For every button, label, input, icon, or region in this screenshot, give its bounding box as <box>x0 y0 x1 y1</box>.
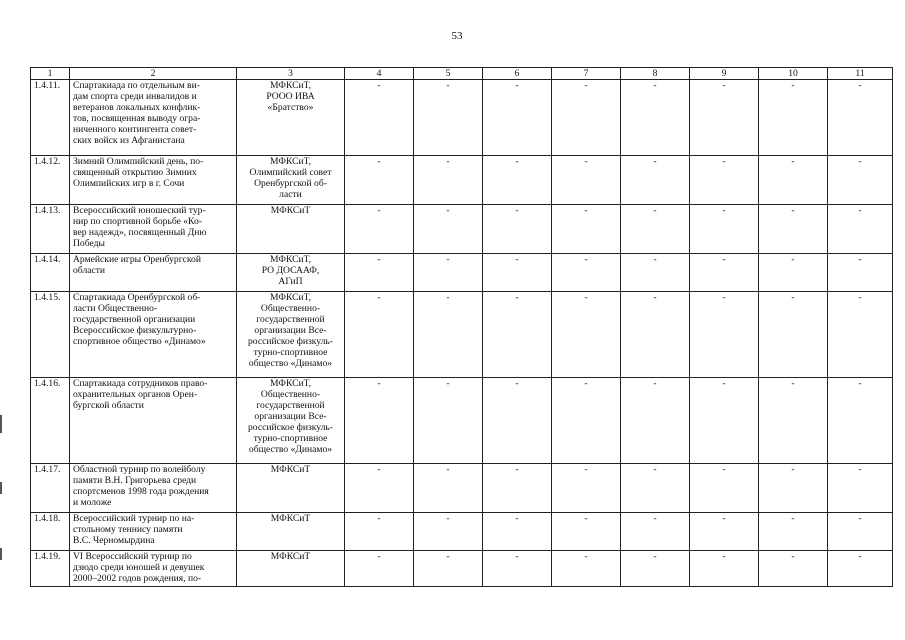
row-number-cell: 1.4.16. <box>31 378 70 464</box>
value-cell: - <box>621 378 690 464</box>
value-cell: - <box>621 205 690 254</box>
row-number-cell: 1.4.13. <box>31 205 70 254</box>
event-name-cell: Всероссийский юношеский тур- нир по спортивной борьбе «Ко- вер надежд», посвященный Дню Победы <box>70 205 237 254</box>
organizer-cell: МФКСиТ <box>237 205 345 254</box>
value-cell: - <box>828 464 893 513</box>
row-number-cell: 1.4.12. <box>31 156 70 205</box>
value-cell: - <box>483 205 552 254</box>
value-cell: - <box>483 551 552 587</box>
value-cell: - <box>414 254 483 292</box>
value-cell: - <box>759 464 828 513</box>
value-cell: - <box>552 551 621 587</box>
value-cell: - <box>552 205 621 254</box>
value-cell: - <box>828 513 893 551</box>
value-cell: - <box>414 205 483 254</box>
column-header: 3 <box>237 68 345 80</box>
table-row <box>31 156 893 205</box>
value-cell: - <box>690 254 759 292</box>
column-header: 2 <box>70 68 237 80</box>
table-row <box>31 254 893 292</box>
scan-margin-mark <box>0 482 2 494</box>
event-name-cell: Зимний Олимпийский день, по- священный открытию Зимних Олимпийских игр в г. Сочи <box>70 156 237 205</box>
column-header: 10 <box>759 68 828 80</box>
value-cell: - <box>621 292 690 378</box>
value-cell: - <box>828 156 893 205</box>
value-cell: - <box>759 205 828 254</box>
table-row <box>31 551 893 587</box>
column-number-row <box>31 68 893 80</box>
column-header: 7 <box>552 68 621 80</box>
value-cell: - <box>759 254 828 292</box>
value-cell: - <box>414 464 483 513</box>
event-name-cell: Спартакиада сотрудников право- охранительных органов Орен- бургской области <box>70 378 237 464</box>
value-cell: - <box>621 254 690 292</box>
value-cell: - <box>414 513 483 551</box>
value-cell: - <box>483 464 552 513</box>
value-cell: - <box>690 464 759 513</box>
value-cell: - <box>552 80 621 156</box>
events-table <box>30 67 893 587</box>
value-cell: - <box>759 378 828 464</box>
organizer-cell: МФКСиТ <box>237 551 345 587</box>
value-cell: - <box>414 378 483 464</box>
value-cell: - <box>345 205 414 254</box>
value-cell: - <box>690 513 759 551</box>
organizer-cell: МФКСиТ, Общественно- государственной организации Все- российское физкуль- турно-спортивное общество «Динамо» <box>237 378 345 464</box>
value-cell: - <box>345 80 414 156</box>
event-name-cell: Армейские игры Оренбургской области <box>70 254 237 292</box>
table-row <box>31 292 893 378</box>
organizer-cell: МФКСиТ <box>237 513 345 551</box>
column-header: 11 <box>828 68 893 80</box>
table-row <box>31 513 893 551</box>
value-cell: - <box>621 156 690 205</box>
value-cell: - <box>345 551 414 587</box>
value-cell: - <box>690 551 759 587</box>
value-cell: - <box>690 378 759 464</box>
value-cell: - <box>345 378 414 464</box>
value-cell: - <box>345 513 414 551</box>
column-header: 8 <box>621 68 690 80</box>
event-name-cell: Всероссийский турнир по на- стольному теннису памяти В.С. Черномырдина <box>70 513 237 551</box>
value-cell: - <box>690 292 759 378</box>
value-cell: - <box>483 292 552 378</box>
column-header: 9 <box>690 68 759 80</box>
column-header: 6 <box>483 68 552 80</box>
row-number-cell: 1.4.14. <box>31 254 70 292</box>
value-cell: - <box>828 205 893 254</box>
value-cell: - <box>483 513 552 551</box>
event-name-cell: Спартакиада Оренбургской об- ласти Общественно- государственной организации Всероссийское физкультурно- спортивное общество «Динамо» <box>70 292 237 378</box>
value-cell: - <box>345 464 414 513</box>
value-cell: - <box>345 156 414 205</box>
value-cell: - <box>759 156 828 205</box>
row-number-cell: 1.4.17. <box>31 464 70 513</box>
value-cell: - <box>483 378 552 464</box>
value-cell: - <box>552 254 621 292</box>
value-cell: - <box>621 551 690 587</box>
value-cell: - <box>828 551 893 587</box>
organizer-cell: МФКСиТ, Олимпийский совет Оренбургской об- ласти <box>237 156 345 205</box>
value-cell: - <box>552 464 621 513</box>
value-cell: - <box>690 80 759 156</box>
row-number-cell: 1.4.19. <box>31 551 70 587</box>
value-cell: - <box>828 378 893 464</box>
value-cell: - <box>414 292 483 378</box>
organizer-cell: МФКСиТ, РО ДОСААФ, АГиП <box>237 254 345 292</box>
table-row <box>31 378 893 464</box>
table-body <box>31 80 893 587</box>
value-cell: - <box>621 464 690 513</box>
row-number-cell: 1.4.15. <box>31 292 70 378</box>
value-cell: - <box>621 80 690 156</box>
page-number: 53 <box>451 30 463 42</box>
value-cell: - <box>483 80 552 156</box>
value-cell: - <box>483 254 552 292</box>
value-cell: - <box>345 254 414 292</box>
value-cell: - <box>759 292 828 378</box>
table-row <box>31 464 893 513</box>
organizer-cell: МФКСиТ, РООО ИВА «Братство» <box>237 80 345 156</box>
table-row <box>31 80 893 156</box>
column-header: 1 <box>31 68 70 80</box>
value-cell: - <box>552 292 621 378</box>
value-cell: - <box>828 292 893 378</box>
event-name-cell: Спартакиада по отдельным ви- дам спорта среди инвалидов и ветеранов локальных конфлик- тов, посвященная выводу огра- ниченного контингента совет- ских войск из Афганистана <box>70 80 237 156</box>
value-cell: - <box>483 156 552 205</box>
value-cell: - <box>690 205 759 254</box>
row-number-cell: 1.4.11. <box>31 80 70 156</box>
value-cell: - <box>345 292 414 378</box>
organizer-cell: МФКСиТ, Общественно- государственной организации Все- российское физкуль- турно-спортивное общество «Динамо» <box>237 292 345 378</box>
value-cell: - <box>759 551 828 587</box>
value-cell: - <box>414 156 483 205</box>
scan-margin-mark <box>0 415 2 433</box>
value-cell: - <box>759 513 828 551</box>
scan-margin-mark <box>0 548 2 560</box>
value-cell: - <box>414 551 483 587</box>
value-cell: - <box>621 513 690 551</box>
value-cell: - <box>414 80 483 156</box>
row-number-cell: 1.4.18. <box>31 513 70 551</box>
value-cell: - <box>552 156 621 205</box>
value-cell: - <box>552 378 621 464</box>
value-cell: - <box>828 254 893 292</box>
value-cell: - <box>828 80 893 156</box>
organizer-cell: МФКСиТ <box>237 464 345 513</box>
value-cell: - <box>690 156 759 205</box>
event-name-cell: Областной турнир по волейболу памяти В.Н. Григорьева среди спортсменов 1998 года рождения и моложе <box>70 464 237 513</box>
table-row <box>31 205 893 254</box>
column-header: 4 <box>345 68 414 80</box>
column-header: 5 <box>414 68 483 80</box>
event-name-cell: VI Всероссийский турнир по дзюдо среди юношей и девушек 2000–2002 годов рождения, по- <box>70 551 237 587</box>
value-cell: - <box>759 80 828 156</box>
value-cell: - <box>552 513 621 551</box>
